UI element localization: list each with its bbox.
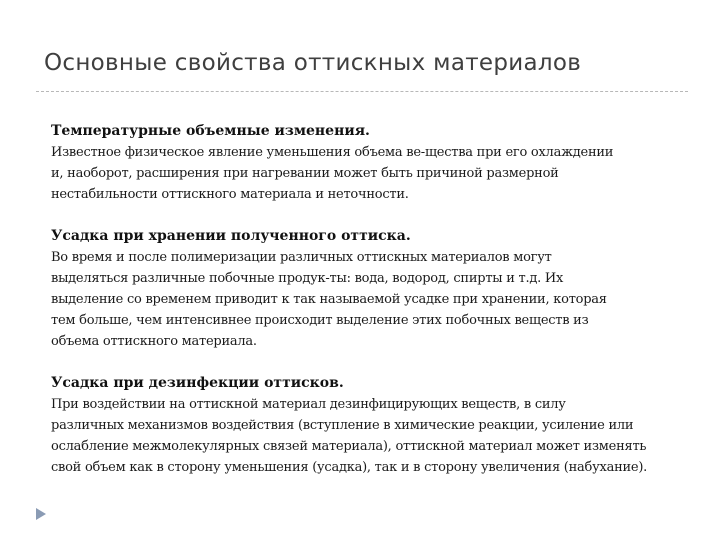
slide-content (51, 121, 711, 499)
section-heading: Усадка при дезинфекции оттисков. (51, 375, 344, 391)
paragraph-line: ослабление межмолекулярных связей материала), оттискной материал может изменять (51, 439, 647, 454)
paragraph-line: и, наоборот, расширения при нагревании может быть причиной размерной (51, 166, 559, 181)
section-heading: Усадка при хранении полученного оттиска. (51, 228, 411, 244)
paragraph-line: объема оттискного материала. (51, 334, 257, 349)
paragraph-line: различных механизмов воздействия (вступление в химические реакции, усиление или (51, 418, 634, 433)
slide-title: Основные свойства оттискных материалов (44, 50, 582, 76)
paragraph-line: выделение со временем приводит к так называемой усадке при хранении, которая (51, 292, 607, 307)
section-thermal-changes (51, 121, 711, 205)
section-disinfection-shrinkage (51, 373, 711, 478)
triangle-bullet-icon (36, 508, 46, 520)
paragraph-line: выделяться различные побочные продук-ты: вода, водород, спирты и т.д. Их (51, 271, 564, 286)
paragraph-line: нестабильности оттискного материала и неточности. (51, 187, 409, 202)
paragraph-line: При воздействии на оттискной материал дезинфицирующих веществ, в силу (51, 397, 566, 412)
section-storage-shrinkage (51, 226, 711, 352)
paragraph-line: Во время и после полимеризации различных оттискных материалов могут (51, 250, 552, 265)
paragraph-line: свой объем как в сторону уменьшения (усадка), так и в сторону увеличения (набухание). (51, 460, 648, 475)
paragraph-line: тем больше, чем интенсивнее происходит выделение этих побочных веществ из (51, 313, 589, 328)
title-divider (36, 91, 688, 92)
section-heading: Температурные объемные изменения. (51, 123, 370, 139)
paragraph-line: Известное физическое явление уменьшения объема ве-щества при его охлаждении (51, 145, 614, 160)
